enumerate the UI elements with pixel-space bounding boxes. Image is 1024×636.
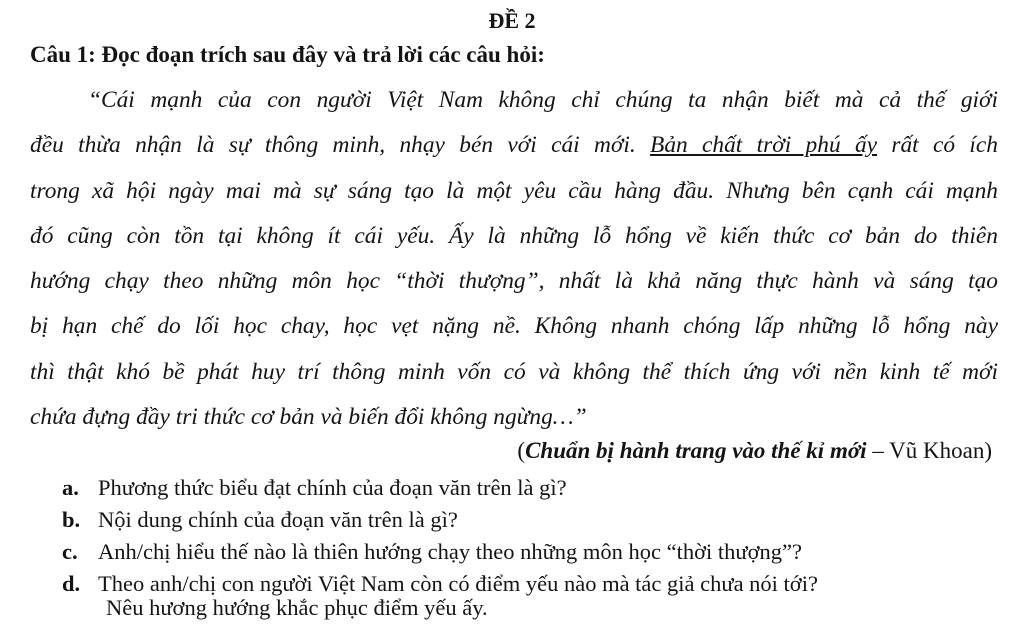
- source-title: Chuẩn bị hành trang vào thế kỉ mới: [525, 438, 867, 463]
- question-text: Anh/chị hiểu thế nào là thiên hướng chạy theo những môn học “thời thượng”?: [98, 539, 802, 564]
- passage-excerpt: [30, 78, 998, 440]
- source-author: – Vũ Khoan): [866, 438, 992, 463]
- source-citation: [517, 438, 992, 464]
- question-text: Theo anh/chị con người Việt Nam còn có điểm yếu nào mà tác giả chưa nói tới?: [98, 571, 818, 596]
- question-item: [62, 472, 998, 504]
- passage-line: đó cũng còn tồn tại không ít cái yếu. Ấy là những lỗ hổng về kiến thức cơ bản do thiên: [30, 222, 998, 249]
- question-label: d.: [62, 571, 81, 596]
- passage-line: bị hạn chế do lối học chay, học vẹt nặng nề. Không nhanh chóng lấp những lỗ hổng này: [30, 313, 998, 340]
- passage-text: đều thừa nhận là sự thông minh, nhạy bén với cái mới.: [30, 132, 651, 159]
- question-label: a.: [62, 475, 79, 500]
- passage-line: “Cái mạnh của con người Việt Nam không chỉ chúng ta nhận biết mà cả thế giới: [88, 87, 998, 113]
- passage-line: [30, 123, 998, 168]
- question-list: [62, 472, 998, 600]
- question-title: Câu 1: Đọc đoạn trích sau đây và trả lời các câu hỏi:: [30, 42, 545, 67]
- passage-line: thì thật khó bề phát huy trí thông minh vốn có và không thể thích ứng với nền kinh tế mới: [30, 358, 998, 385]
- underlined-phrase: Bản chất trời phú ấy: [650, 132, 878, 159]
- question-d-continuation: Nêu hương hướng khắc phục điểm yếu ấy.: [106, 595, 488, 620]
- question-text: Phương thức biểu đạt chính của đoạn văn trên là gì?: [98, 475, 567, 500]
- passage-line: hướng chạy theo những môn học “thời thượng”, nhất là khả năng thực hành và sáng tạo: [30, 268, 998, 295]
- passage-text: rất có ích: [877, 132, 998, 159]
- exam-heading: ĐỀ 2: [488, 8, 536, 33]
- question-label: c.: [62, 539, 78, 564]
- question-label: b.: [62, 507, 81, 532]
- question-text: Nội dung chính của đoạn văn trên là gì?: [98, 507, 458, 532]
- source-open: (: [517, 438, 526, 463]
- passage-line: chứa đựng đầy tri thức cơ bản và biến đổi không ngừng…”: [30, 404, 587, 431]
- passage-line: trong xã hội ngày mai mà sự sáng tạo là một yêu cầu hàng đầu. Nhưng bên cạnh cái mạnh: [30, 177, 998, 204]
- question-item: [62, 536, 998, 568]
- question-item: [62, 504, 998, 536]
